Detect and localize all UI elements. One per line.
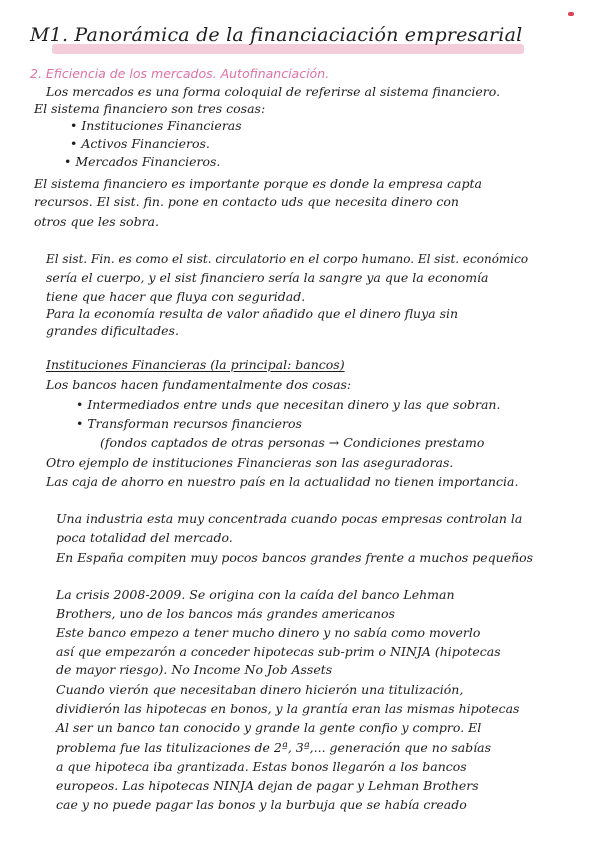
note-line: El sistema financiero son tres cosas: — [34, 101, 266, 116]
note-line: tiene que hacer que fluya con seguridad. — [46, 289, 306, 304]
note-line: Cuando vierón que necesitaban dinero hicierón una titulización, — [56, 682, 464, 697]
note-line: así que empezarón a conceder hipotecas sub-prim o NINJA (hipotecas — [56, 644, 501, 659]
note-line: recursos. El sist. fin. pone en contacto uds que necesita dinero con — [34, 194, 459, 209]
note-line: Este banco empezo a tener mucho dinero y no sabía como moverlo — [56, 625, 481, 640]
page-title: M1. Panorámica de la financiaciación empresarial — [30, 24, 523, 46]
note-line: Los mercados es una forma coloquial de referirse al sistema financiero. — [46, 84, 501, 99]
note-line: Brothers, uno de los bancos más grandes americanos — [56, 606, 395, 621]
bullet-item: • Transforman recursos financieros — [76, 416, 302, 431]
note-line: Al ser un banco tan conocido y grande la gente confio y compro. El — [56, 720, 482, 735]
note-line: Una industria esta muy concentrada cuando pocas empresas controlan la — [56, 511, 523, 526]
note-line: Otro ejemplo de instituciones Financieras son las aseguradoras. — [46, 455, 454, 470]
subsection-heading: Instituciones Financieras (la principal: bancos) — [46, 357, 345, 372]
note-line: Las caja de ahorro en nuestro país en la actualidad no tienen importancia. — [46, 474, 519, 489]
section-heading: 2. Eficiencia de los mercados. Autofinanciación. — [30, 66, 330, 81]
note-line: En España compiten muy pocos bancos grandes frente a muchos pequeños — [56, 550, 534, 565]
note-line: a que hipoteca iba grantizada. Estas bonos llegarón a los bancos — [56, 759, 467, 774]
note-line: (fondos captados de otras personas → Condiciones prestamo — [100, 435, 485, 450]
note-line: europeos. Las hipotecas NINJA dejan de pagar y Lehman Brothers — [56, 778, 479, 793]
note-line: cae y no puede pagar las bonos y la burbuja que se había creado — [56, 797, 467, 812]
note-line: de mayor riesgo). No Income No Job Assets — [56, 662, 333, 677]
bullet-item: • Intermediados entre unds que necesitan dinero y las que sobran. — [76, 397, 501, 412]
note-line: La crisis 2008-2009. Se origina con la caída del banco Lehman — [56, 587, 455, 602]
note-line: Los bancos hacen fundamentalmente dos cosas: — [46, 377, 352, 392]
note-line: problema fue las titulizaciones de 2ª, 3ª,... generación que no sabías — [56, 740, 492, 755]
note-line: Para la economía resulta de valor añadido que el dinero fluya sin — [46, 306, 459, 321]
note-line: grandes dificultades. — [46, 323, 179, 338]
note-line: poca totalidad del mercado. — [56, 530, 233, 545]
note-line: dividierón las hipotecas en bonos, y la grantía eran las mismas hipotecas — [56, 701, 520, 716]
note-line: otros que les sobra. — [34, 214, 159, 229]
bullet-item: • Mercados Financieros. — [64, 154, 221, 169]
note-line: El sistema financiero es importante porque es donde la empresa capta — [34, 176, 482, 191]
note-line: El sist. Fin. es como el sist. circulatorio en el corpo humano. El sist. económico — [46, 252, 529, 266]
bullet-item: • Instituciones Financieras — [70, 118, 242, 133]
note-line: sería el cuerpo, y el sist financiero sería la sangre ya que la economía — [46, 270, 489, 285]
bullet-item: • Activos Financieros. — [70, 136, 210, 151]
